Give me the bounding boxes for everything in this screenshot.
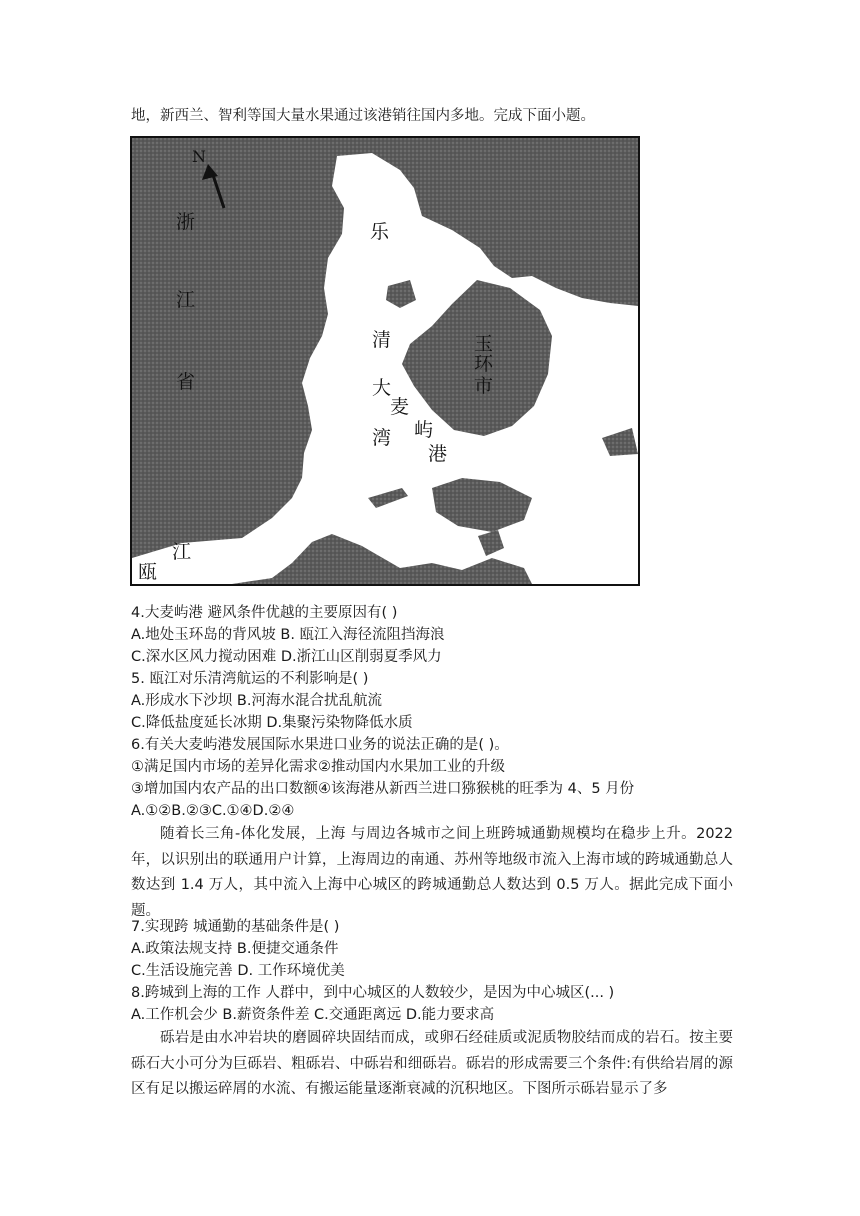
label-shi: 市 (474, 375, 494, 397)
question-4-options-2: C.深水区风力搅动困难 D.浙江山区削弱夏季风力 (131, 649, 442, 665)
label-gang: 港 (428, 443, 448, 465)
label-yu: 玉 (474, 333, 494, 355)
label-yu2: 屿 (414, 419, 434, 441)
question-7-options-2: C.生活设施完善 D. 工作环境优美 (131, 963, 345, 979)
label-jiang2: 江 (172, 541, 192, 563)
question-8-stem: 8.跨城到上海的工作 人群中，到中心城区的人数较少，是因为中心城区(... ) (131, 985, 615, 1001)
passage-conglomerate: 砾岩是由水冲岩块的磨圆碎块固结而成，或卵石经硅质或泥质物胶结而成的岩石。按主要砾石大小可分为巨砾岩、粗砾岩、中砾岩和细砾岩。砾岩的形成需要三个条件:有供给岩屑的源区有足以搬运碎屑的水流、有搬运能量逐渐衰减的沉积地区。下图所示砾岩显示了多 (131, 1030, 733, 1097)
question-7-stem: 7.实现跨 城通勤的基础条件是( ) (131, 919, 340, 935)
question-5-options-1: A.形成水下沙坝 B.河海水混合扰乱航流 (131, 693, 382, 709)
passage-commute: 随着长三角-体化发展，上海 与周边各城市之间上班跨城通勤规模均在稳步上升。2022 年，以识别出的联通用户计算，上海周边的南通、苏州等地级市流入上海市域的跨城通勤总人数达到 1.4 万人，其中流入上海中心城区的跨城通勤总人数达到 0.5 万人。据此完成下面小题。 (131, 826, 733, 919)
label-ou: 瓯 (138, 561, 158, 583)
label-jiang: 江 (176, 289, 196, 311)
question-7-options-1: A.政策法规支持 B.便捷交通条件 (131, 941, 339, 957)
question-6-line-2: ③增加国内农产品的出口数额④该海港从新西兰进口猕猴桃的旺季为 4、5 月份 (131, 781, 635, 797)
label-da: 大 (372, 377, 392, 399)
question-4-options-1: A.地处玉环岛的背风坡 B. 瓯江入海径流阻挡海浪 (131, 627, 445, 643)
map-figure (130, 136, 640, 586)
label-zhe: 浙 (176, 211, 196, 233)
question-6-stem: 6.有关大麦屿港发展国际水果进口业务的说法正确的是( )。 (131, 737, 509, 753)
label-le: 乐 (370, 221, 390, 243)
question-6-options: A.①②B.②③C.①④D.②④ (131, 803, 295, 819)
label-sheng: 省 (176, 371, 196, 393)
question-8-options: A.工作机会少 B.薪资条件差 C.交通距离远 D.能力要求高 (131, 1007, 495, 1023)
question-4-stem: 4.大麦屿港 避风条件优越的主要原因有( ) (131, 605, 398, 621)
compass-label: N (192, 147, 206, 166)
intro-tail: 地，新西兰、智利等国大量水果通过该港销往国内多地。完成下面小题。 (131, 108, 595, 124)
question-5-stem: 5. 瓯江对乐清湾航运的不利影响是( ) (131, 671, 369, 687)
label-qing: 清 (372, 329, 392, 351)
map-svg (132, 138, 638, 584)
label-mai: 麦 (390, 396, 410, 418)
question-6-line-1: ①满足国内市场的差异化需求②推动国内水果加工业的升级 (131, 759, 505, 775)
label-huan: 环 (474, 353, 494, 375)
question-5-options-2: C.降低盐度延长冰期 D.集聚污染物降低水质 (131, 715, 413, 731)
label-wan: 湾 (372, 427, 392, 449)
